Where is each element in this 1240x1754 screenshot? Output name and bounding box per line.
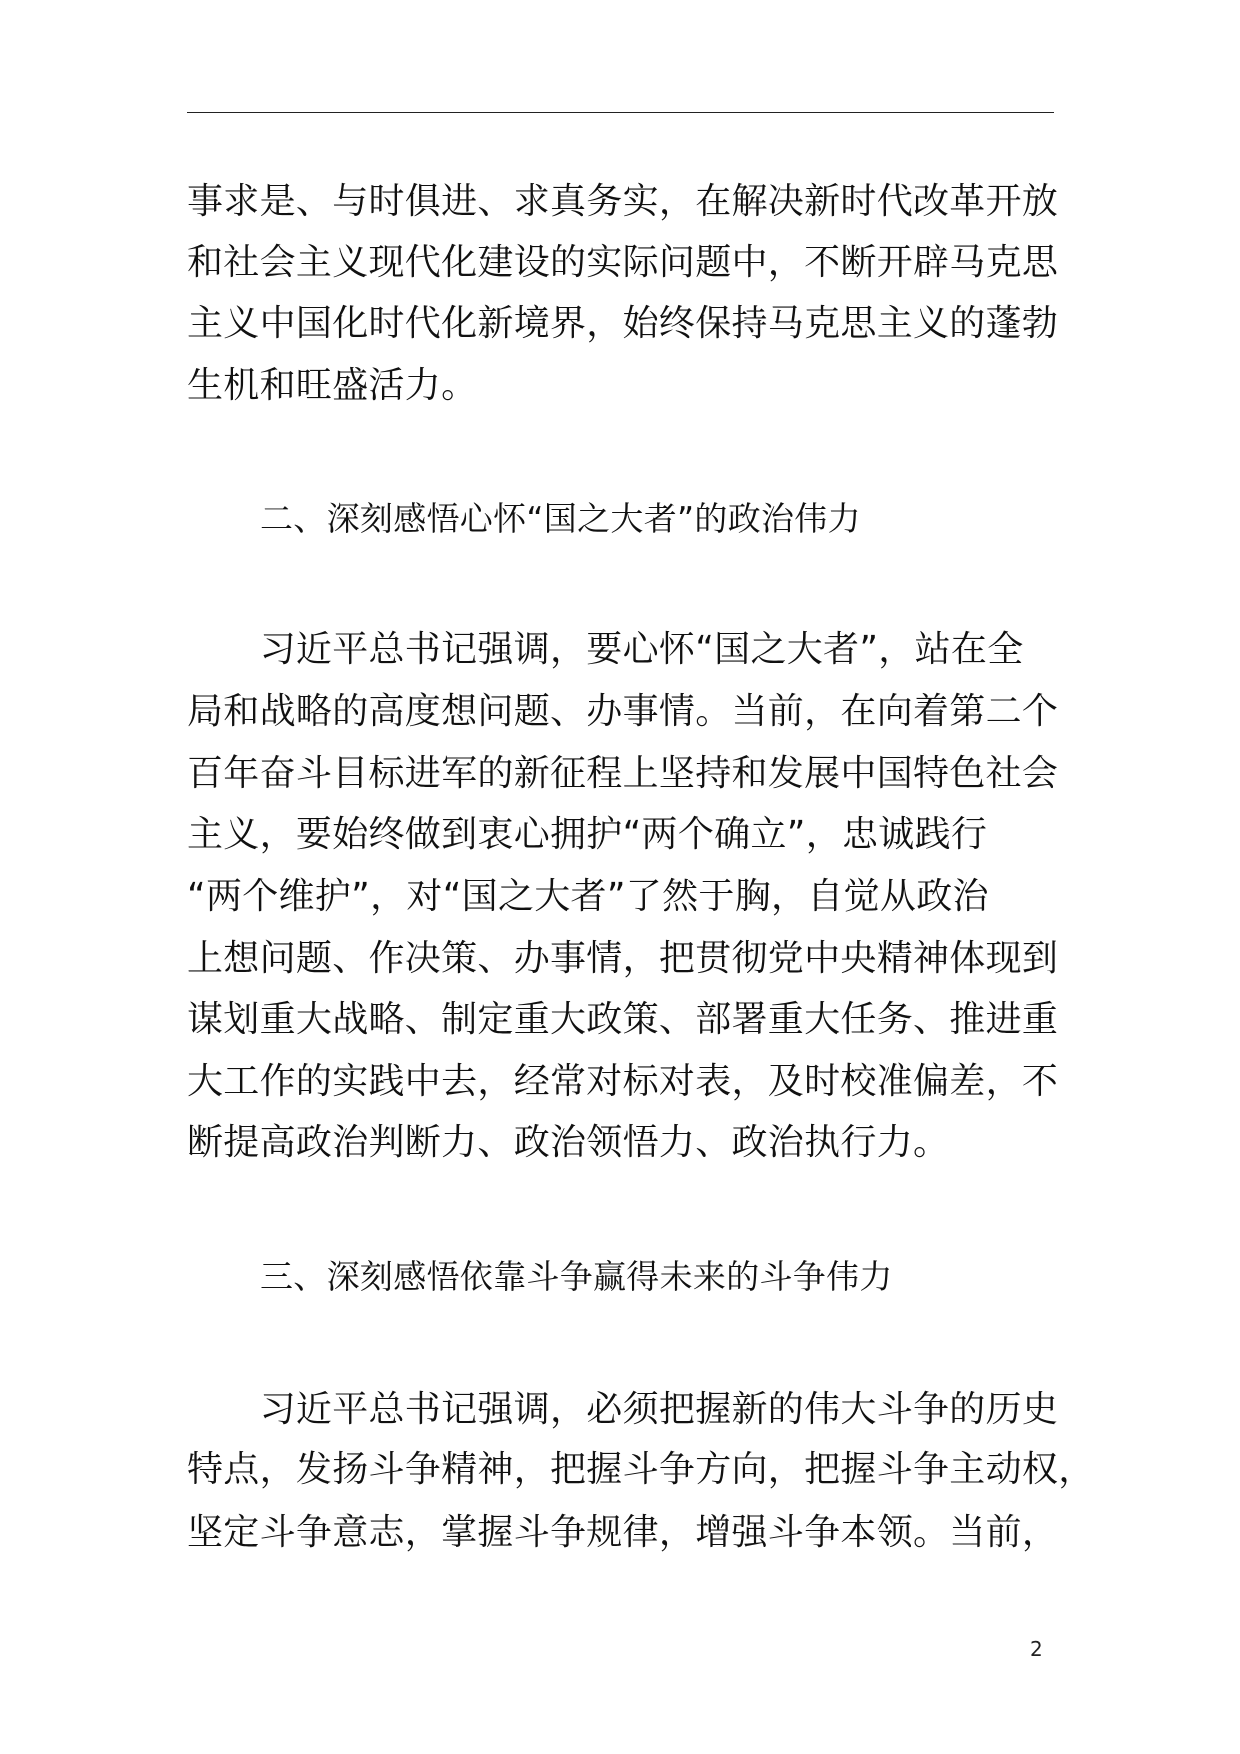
header-rule [187,112,1054,113]
body-line: 主义中国化时代化新境界，始终保持马克思主义的蓬勃 [187,303,1059,344]
body-line: 百年奋斗目标进军的新征程上坚持和发展中国特色社会 [187,753,1059,794]
body-line: 大工作的实践中去，经常对标对表，及时校准偏差，不 [187,1061,1059,1102]
section-heading: 三、深刻感悟依靠斗争赢得未来的斗争伟力 [260,1257,893,1296]
body-line: 和社会主义现代化建设的实际问题中，不断开辟马克思 [187,242,1059,283]
body-line: 谋划重大战略、制定重大政策、部署重大任务、推进重 [187,999,1059,1040]
section-heading: 二、深刻感悟心怀“国之大者”的政治伟力 [260,499,861,538]
body-line: 事求是、与时俱进、求真务实，在解决新时代改革开放 [187,181,1059,222]
body-line: “两个维护”，对“国之大者”了然于胸，自觉从政治 [187,876,989,917]
body-line: 断提高政治判断力、政治领悟力、政治执行力。 [187,1122,950,1163]
page-number: 2 [1030,1637,1043,1661]
body-line: 特点，发扬斗争精神，把握斗争方向，把握斗争主动权， [187,1449,1095,1490]
body-line: 上想问题、作决策、办事情，把贯彻党中央精神体现到 [187,938,1059,979]
body-line: 局和战略的高度想问题、办事情。当前，在向着第二个 [187,691,1059,732]
body-line: 习近平总书记强调，要心怀“国之大者”，站在全 [187,629,1024,670]
body-line: 主义，要始终做到衷心拥护“两个确立”，忠诚践行 [187,814,988,855]
body-line: 习近平总书记强调，必须把握新的伟大斗争的历史 [187,1389,1059,1430]
body-line: 坚定斗争意志，掌握斗争规律，增强斗争本领。当前， [187,1512,1059,1553]
body-line: 生机和旺盛活力。 [187,365,478,406]
